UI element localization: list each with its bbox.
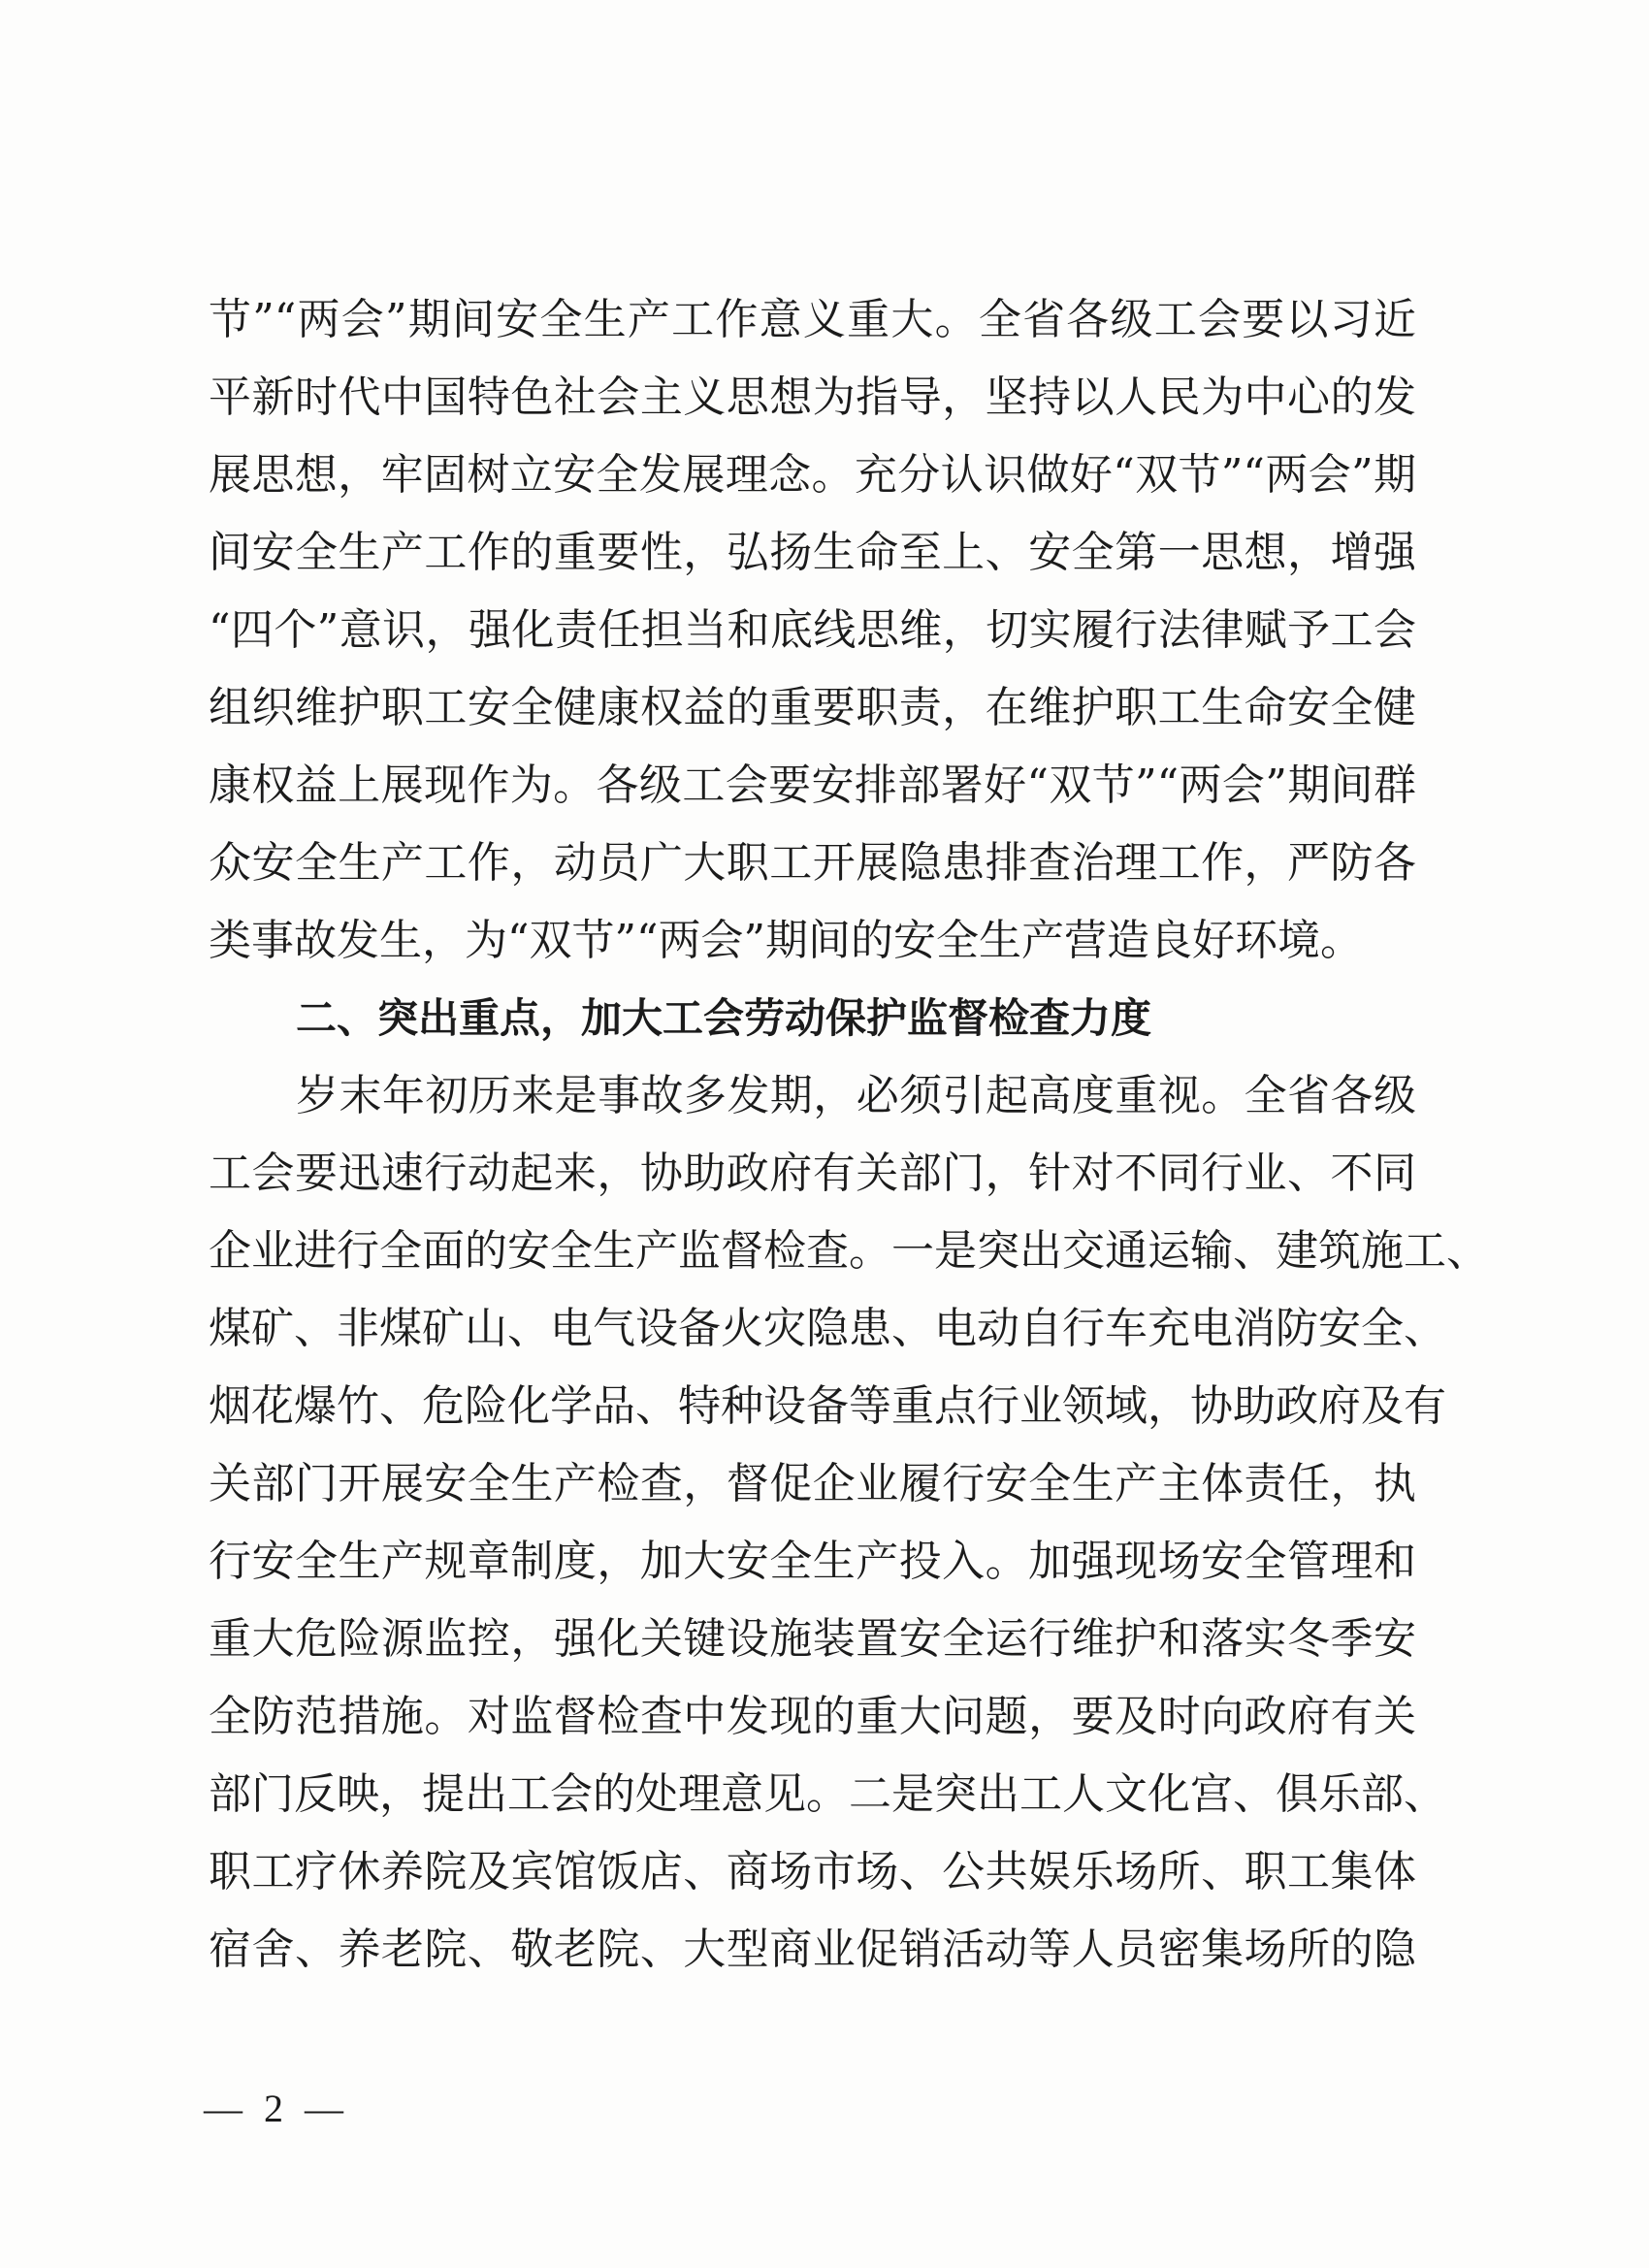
text-line: 职工疗休养院及宾馆饭店、商场市场、公共娱乐场所、职工集体 — [209, 1847, 1416, 1896]
text-line: 众安全生产工作，动员广大职工开展隐患排查治理工作，严防各 — [209, 838, 1416, 888]
section-heading: 二、突出重点，加大工会劳动保护监督检查力度 — [296, 994, 1152, 1042]
text-line: 重大危险源监控，强化关键设施装置安全运行维护和落实冬季安 — [209, 1614, 1416, 1664]
text-line: 全防范措施。对监督检查中发现的重大问题，要及时向政府有关 — [209, 1692, 1416, 1741]
text-line: 展思想，牢固树立安全发展理念。充分认识做好“双节”“两会”期 — [209, 450, 1416, 500]
text-line: 康权益上展现作为。各级工会要安排部署好“双节”“两会”期间群 — [209, 761, 1416, 810]
text-line: 组织维护职工安全健康权益的重要职责，在维护职工生命安全健 — [209, 683, 1416, 732]
text-line: 间安全生产工作的重要性，弘扬生命至上、安全第一思想，增强 — [209, 528, 1416, 577]
text-line: 企业进行全面的安全生产监督检查。一是突出交通运输、建筑施工、 — [209, 1226, 1489, 1276]
text-line: 关部门开展安全生产检查，督促企业履行安全生产主体责任，执 — [209, 1459, 1416, 1508]
text-line: 平新时代中国特色社会主义思想为指导，坚持以人民为中心的发 — [209, 373, 1416, 422]
text-line: 节”“两会”期间安全生产工作意义重大。全省各级工会要以习近 — [209, 295, 1416, 344]
text-line: 岁末年初历来是事故多发期，必须引起高度重视。全省各级 — [296, 1071, 1416, 1120]
page-number: — 2 — — [204, 2087, 349, 2130]
text-line: 烟花爆竹、危险化学品、特种设备等重点行业领域，协助政府及有 — [209, 1381, 1446, 1431]
text-line: 类事故发生，为“双节”“两会”期间的安全生产营造良好环境。 — [209, 916, 1363, 965]
text-line: “四个”意识，强化责任担当和底线思维，切实履行法律赋予工会 — [209, 605, 1416, 655]
text-line: 行安全生产规章制度，加大安全生产投入。加强现场安全管理和 — [209, 1537, 1416, 1586]
text-line: 工会要迅速行动起来，协助政府有关部门，针对不同行业、不同 — [209, 1149, 1416, 1198]
text-line: 部门反映，提出工会的处理意见。二是突出工人文化宫、俱乐部、 — [209, 1769, 1446, 1819]
text-line: 煤矿、非煤矿山、电气设备火灾隐患、电动自行车充电消防安全、 — [209, 1304, 1446, 1353]
text-line: 宿舍、养老院、敬老院、大型商业促销活动等人员密集场所的隐 — [209, 1925, 1416, 1974]
